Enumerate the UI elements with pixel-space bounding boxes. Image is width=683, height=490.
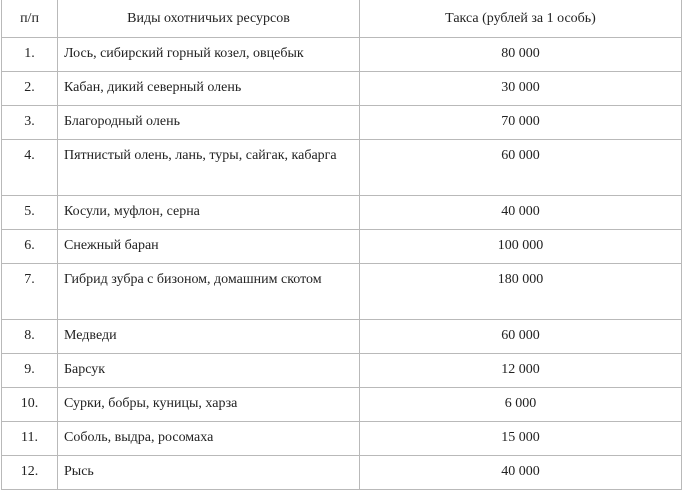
row-fee: 6 000 <box>360 388 682 422</box>
row-number: 6. <box>2 230 58 264</box>
header-resource-type: Виды охотничьих ресурсов <box>58 0 360 38</box>
row-fee: 30 000 <box>360 72 682 106</box>
row-number: 2. <box>2 72 58 106</box>
row-resource-name: Медведи <box>58 320 360 354</box>
row-resource-name: Гибрид зубра с бизоном, домашним скотом <box>58 264 360 320</box>
row-number: 1. <box>2 38 58 72</box>
table-row <box>2 196 682 230</box>
row-number: 4. <box>2 140 58 196</box>
table-row <box>2 140 682 196</box>
row-resource-name: Рысь <box>58 456 360 490</box>
row-number: 12. <box>2 456 58 490</box>
table-row <box>2 320 682 354</box>
table-row <box>2 422 682 456</box>
hunting-fees-table <box>1 0 682 490</box>
row-number: 5. <box>2 196 58 230</box>
row-resource-name: Пятнистый олень, лань, туры, сайгак, кабарга <box>58 140 360 196</box>
table-header-row <box>2 0 682 38</box>
row-fee: 100 000 <box>360 230 682 264</box>
row-fee: 60 000 <box>360 320 682 354</box>
table-row <box>2 106 682 140</box>
row-resource-name: Барсук <box>58 354 360 388</box>
row-number: 8. <box>2 320 58 354</box>
row-resource-name: Соболь, выдра, росомаха <box>58 422 360 456</box>
row-resource-name: Кабан, дикий северный олень <box>58 72 360 106</box>
row-fee: 40 000 <box>360 456 682 490</box>
row-resource-name: Благородный олень <box>58 106 360 140</box>
row-number: 11. <box>2 422 58 456</box>
row-fee: 12 000 <box>360 354 682 388</box>
row-number: 10. <box>2 388 58 422</box>
table-row <box>2 264 682 320</box>
row-resource-name: Снежный баран <box>58 230 360 264</box>
row-number: 7. <box>2 264 58 320</box>
row-fee: 40 000 <box>360 196 682 230</box>
row-fee: 180 000 <box>360 264 682 320</box>
table-row <box>2 388 682 422</box>
row-number: 3. <box>2 106 58 140</box>
table-row <box>2 72 682 106</box>
row-fee: 15 000 <box>360 422 682 456</box>
table-row <box>2 354 682 388</box>
table-row <box>2 456 682 490</box>
row-fee: 60 000 <box>360 140 682 196</box>
row-resource-name: Лось, сибирский горный козел, овцебык <box>58 38 360 72</box>
header-number: п/п <box>2 0 58 38</box>
row-number: 9. <box>2 354 58 388</box>
table-row <box>2 38 682 72</box>
row-resource-name: Косули, муфлон, серна <box>58 196 360 230</box>
row-fee: 80 000 <box>360 38 682 72</box>
header-fee: Такса (рублей за 1 особь) <box>360 0 682 38</box>
table-row <box>2 230 682 264</box>
row-resource-name: Сурки, бобры, куницы, харза <box>58 388 360 422</box>
row-fee: 70 000 <box>360 106 682 140</box>
